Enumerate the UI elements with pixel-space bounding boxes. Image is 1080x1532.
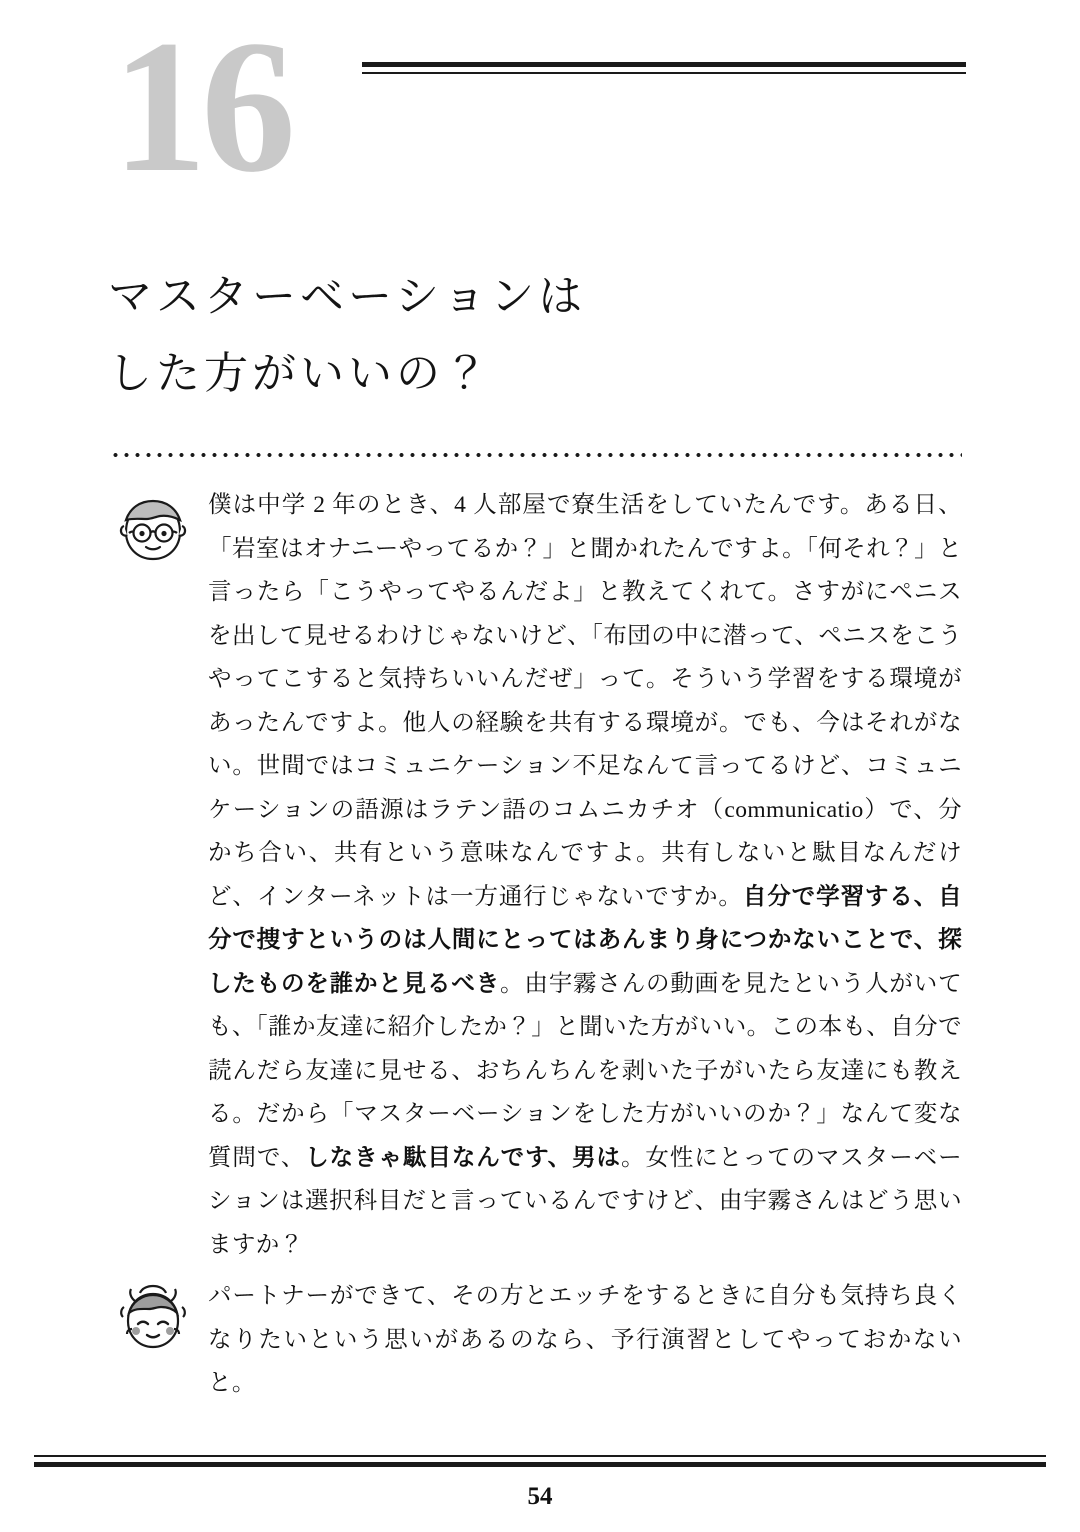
footer-rule-thin	[34, 1455, 1046, 1457]
chapter-title-line-1: マスターベーションは	[108, 272, 587, 321]
speech-block	[110, 1275, 962, 1406]
speech-paragraph: 僕は中学 2 年のとき、4 人部屋で寮生活をしていたんです。ある日、「岩室はオナニーやってるか？」と聞かれたんですよ。「何それ？」と言ったら「こうやってやるんだよ」と教えてくれて。さすがにペニスを出して見せるわけじゃないけど、「布団の中に潜って、ペニスをこうやってこすると気持ちいいんだぜ」って。そういう学習をする環境があったんですよ。他人の経験を共有する環境が。でも、今はそれがない。世間ではコミュニケーション不足なんて言ってるけど、コミュニケーションの語源はラテン語のコムニカチオ（communicatio）で、分かち合い、共有という意味なんですよ。共有しないと駄目なんだけど、インターネットは一方通行じゃないですか。自分で学習する、自分で捜すというのは人間にとってはあんまり身につかないことで、探したものを誰かと見るべき。由宇霧さんの動画を見たという人がいても、「誰か友達に紹介したか？」と聞いた方がいい。この本も、自分で読んだら友達に見せる、おちんちんを剥いた子がいたら友達にも教える。だから「マスターベーションをした方がいいのか？」なんて変な質問で、しなきゃ駄目なんです、男は。女性にとってのマスターベーションは選択科目だと言っているんですけど、由宇霧さんはどう思いますか？	[208, 492, 962, 1258]
page-number: 54	[527, 1483, 553, 1510]
woman-with-bun-avatar-icon	[110, 1277, 196, 1363]
header-rule-thick	[362, 62, 966, 67]
chapter-title	[108, 258, 958, 412]
header-rule-thin	[362, 72, 966, 74]
speech-block	[110, 484, 962, 1267]
speech-paragraph: パートナーができて、その方とエッチをするときに自分も気持ち良くなりたいという思いがあるのなら、予行演習としてやっておかないと。	[208, 1283, 962, 1396]
chapter-title-line-2: した方がいいの？	[108, 349, 492, 398]
header-rule-group	[362, 62, 966, 74]
man-with-glasses-avatar-icon	[110, 486, 196, 572]
footer-rule-thick	[34, 1462, 1046, 1467]
dotted-divider	[110, 452, 962, 458]
chapter-number: 16	[112, 2, 290, 212]
